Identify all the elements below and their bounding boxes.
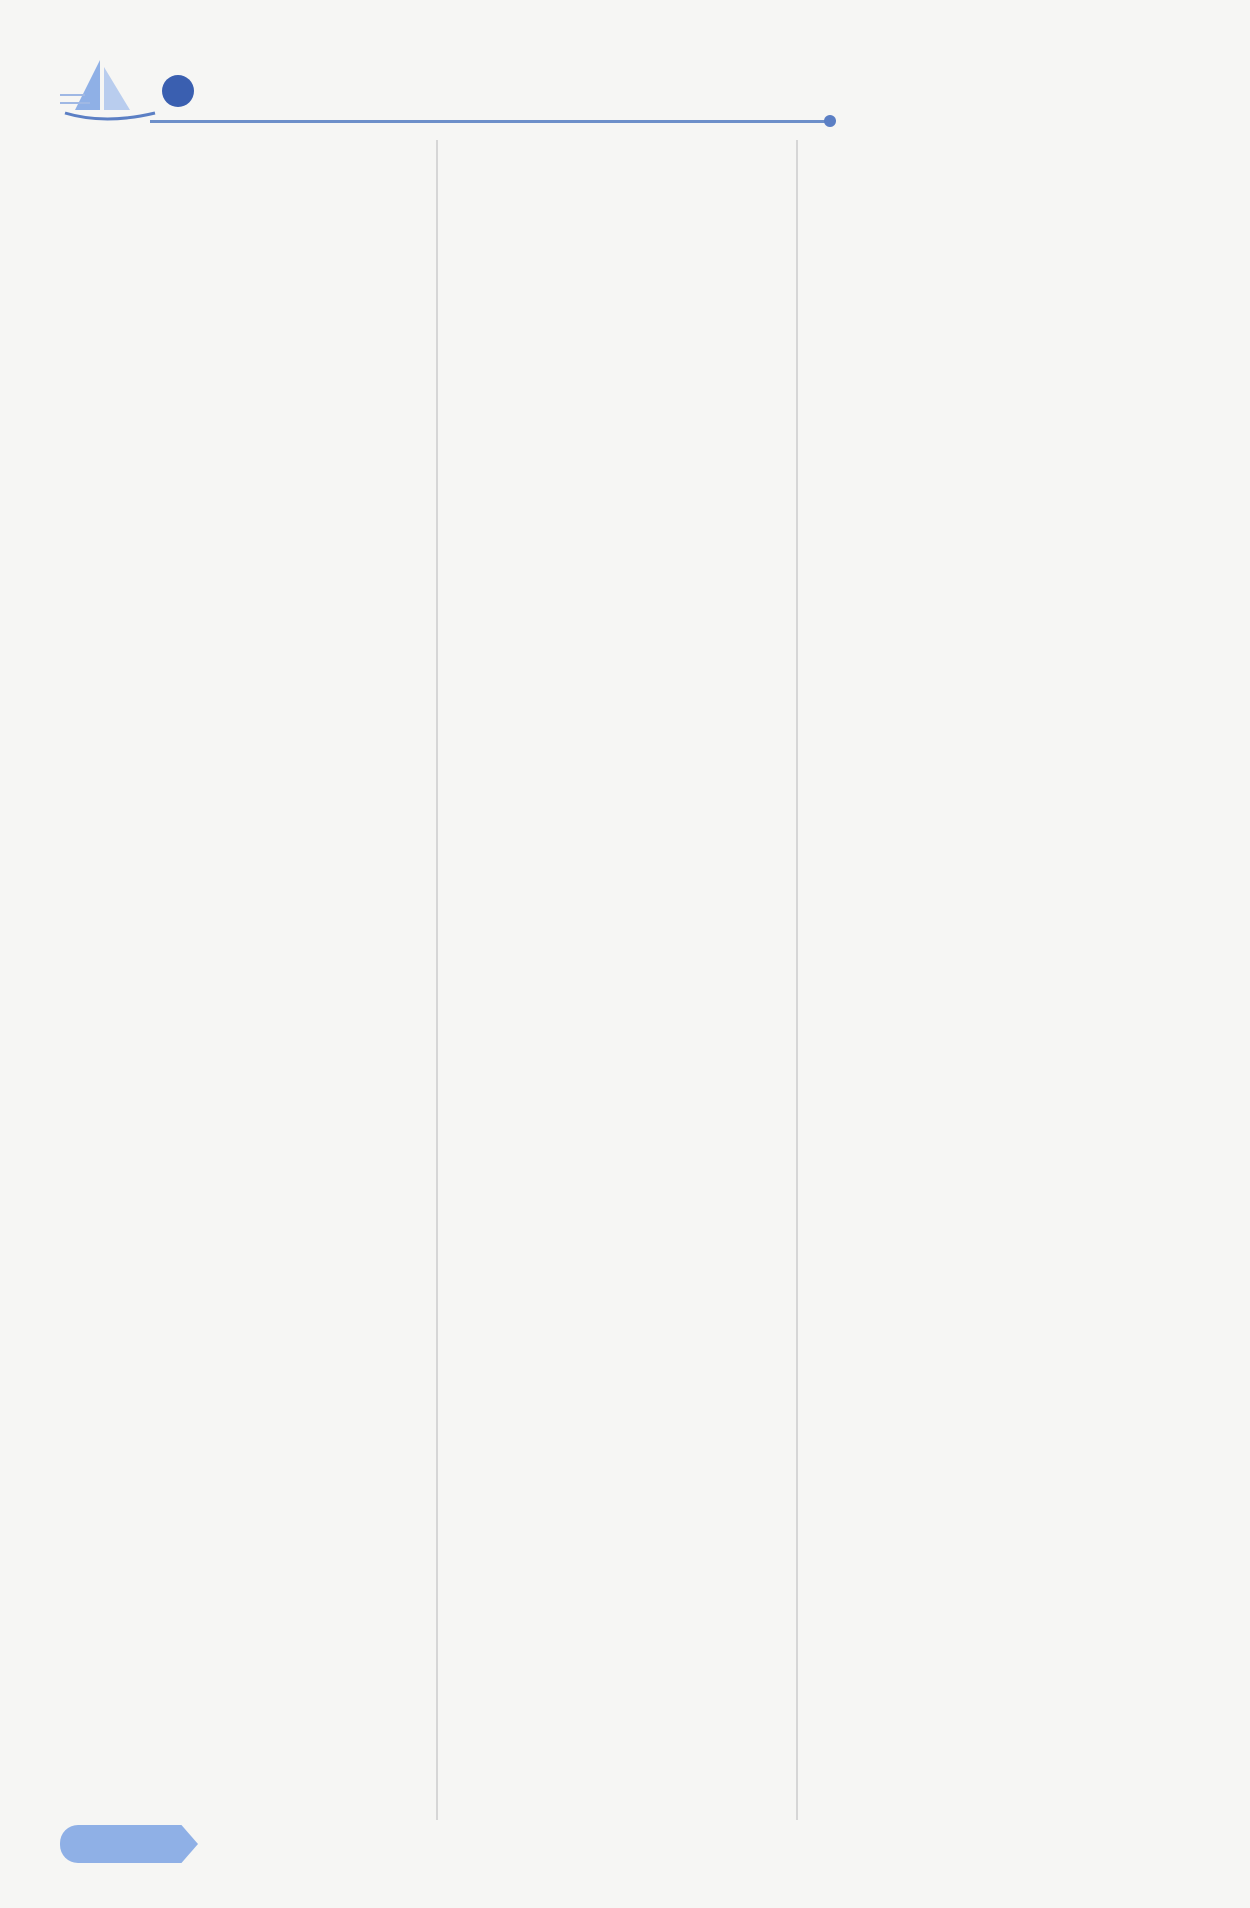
column-divider [796,140,798,1820]
column-divider [436,140,438,1820]
page-number-tab [60,1825,198,1863]
edition-label [570,86,580,119]
header-rule [150,120,830,123]
header-rule-dot [824,115,836,127]
book-title [160,75,188,121]
sailboat-logo-icon [60,55,160,125]
book-title-badge [162,75,194,107]
